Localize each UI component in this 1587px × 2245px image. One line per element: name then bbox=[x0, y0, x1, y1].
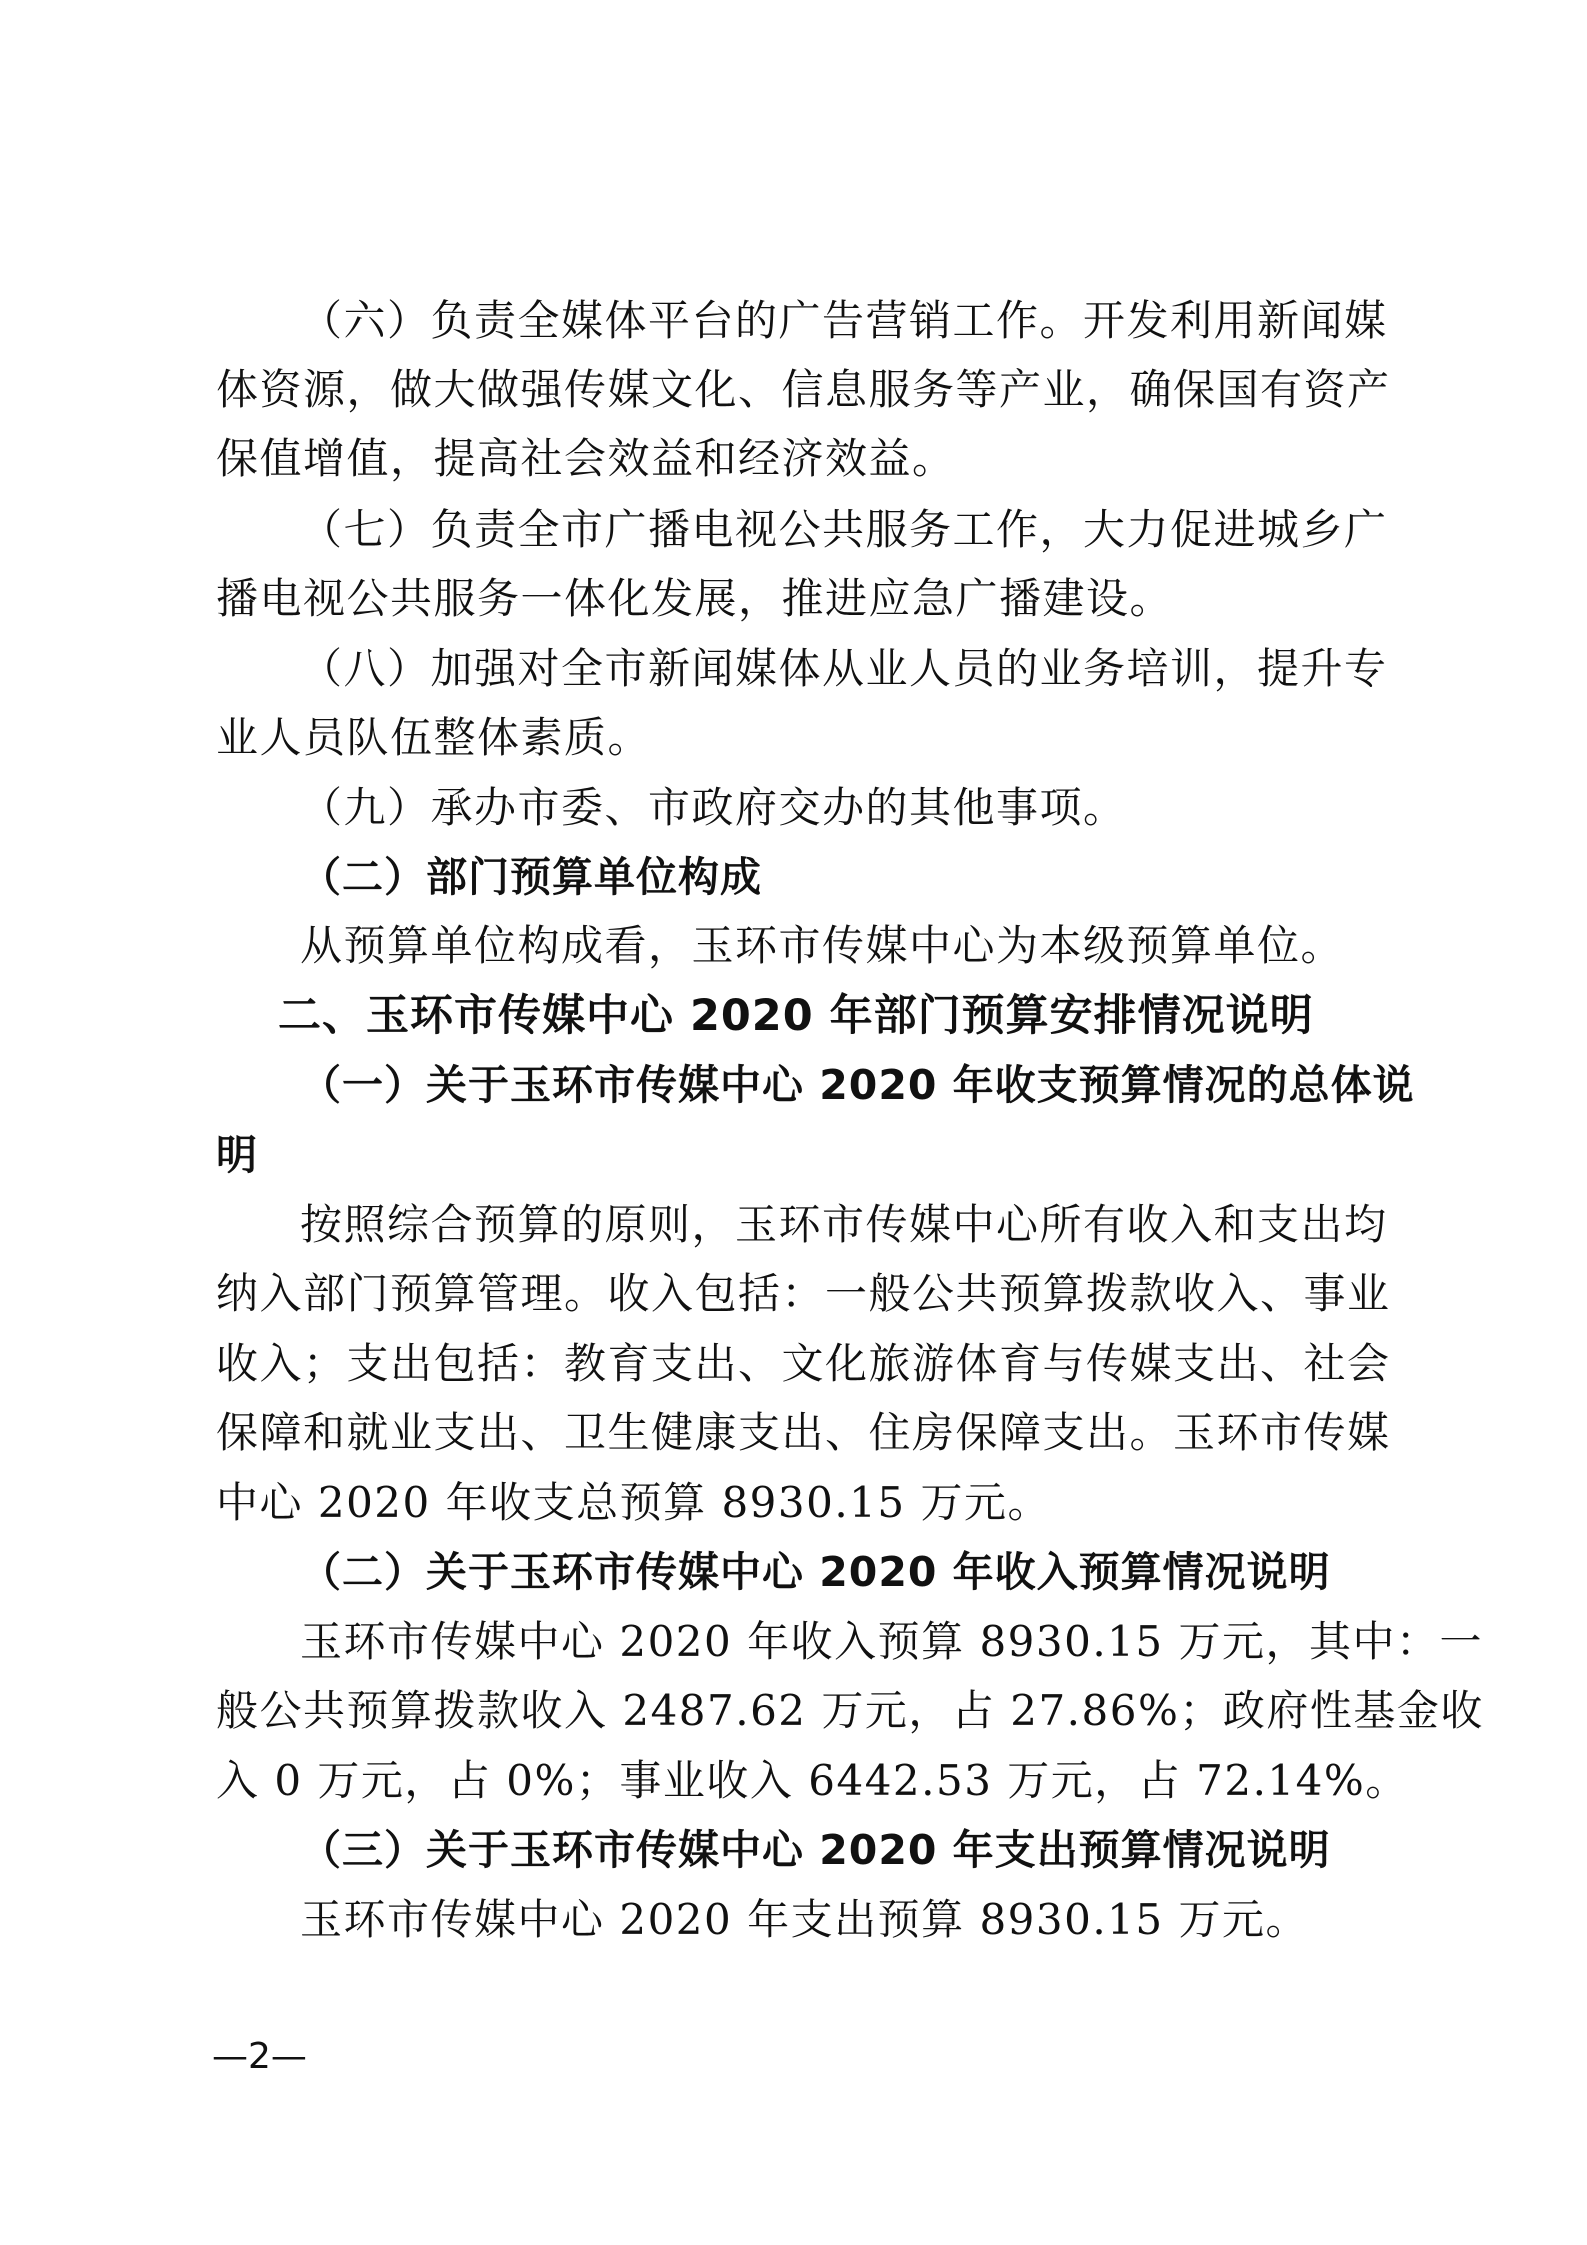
paragraph-line: 从预算单位构成看，玉环市传媒中心为本级预算单位。 bbox=[300, 921, 1345, 970]
paragraph-line: 体资源，做大做强传媒文化、信息服务等产业，确保国有资产 bbox=[216, 365, 1391, 414]
paragraph-line: 播电视公共服务一体化发展，推进应急广播建设。 bbox=[216, 574, 1174, 623]
paragraph-line: 入 0 万元，占 0%；事业收入 6442.53 万元，占 72.14%。 bbox=[216, 1756, 1409, 1805]
section-heading: （三）关于玉环市传媒中心 2020 年支出预算情况说明 bbox=[300, 1826, 1331, 1874]
section-heading: （一）关于玉环市传媒中心 2020 年收支预算情况的总体说 bbox=[300, 1061, 1415, 1109]
paragraph-line: （七）负责全市广播电视公共服务工作，大力促进城乡广 bbox=[300, 505, 1388, 554]
paragraph-line: 玉环市传媒中心 2020 年支出预算 8930.15 万元。 bbox=[300, 1895, 1309, 1944]
section-heading-continuation: 明 bbox=[216, 1131, 258, 1179]
paragraph-line: （九）承办市委、市政府交办的其他事项。 bbox=[300, 783, 1127, 832]
paragraph-line: 按照综合预算的原则，玉环市传媒中心所有收入和支出均 bbox=[300, 1200, 1388, 1249]
section-heading: （二）部门预算单位构成 bbox=[300, 853, 762, 901]
paragraph-line: 玉环市传媒中心 2020 年收入预算 8930.15 万元，其中：一 bbox=[300, 1617, 1483, 1666]
paragraph-line: 保值增值，提高社会效益和经济效益。 bbox=[216, 434, 956, 483]
paragraph-line: 中心 2020 年收支总预算 8930.15 万元。 bbox=[216, 1478, 1051, 1527]
paragraph-line: 收入；支出包括：教育支出、文化旅游体育与传媒支出、社会 bbox=[216, 1339, 1391, 1388]
paragraph-line: （六）负责全媒体平台的广告营销工作。开发利用新闻媒 bbox=[300, 296, 1388, 345]
paragraph-line: 业人员队伍整体素质。 bbox=[216, 713, 652, 762]
paragraph-line: 般公共预算拨款收入 2487.62 万元，占 27.86%；政府性基金收 bbox=[216, 1686, 1484, 1735]
paragraph-line: 纳入部门预算管理。收入包括：一般公共预算拨款收入、事业 bbox=[216, 1269, 1391, 1318]
page-number: —2— bbox=[212, 2036, 307, 2077]
main-section-heading: 二、玉环市传媒中心 2020 年部门预算安排情况说明 bbox=[278, 991, 1314, 1041]
section-heading: （二）关于玉环市传媒中心 2020 年收入预算情况说明 bbox=[300, 1548, 1331, 1596]
paragraph-line: （八）加强对全市新闻媒体从业人员的业务培训，提升专 bbox=[300, 644, 1388, 693]
paragraph-line: 保障和就业支出、卫生健康支出、住房保障支出。玉环市传媒 bbox=[216, 1408, 1391, 1457]
